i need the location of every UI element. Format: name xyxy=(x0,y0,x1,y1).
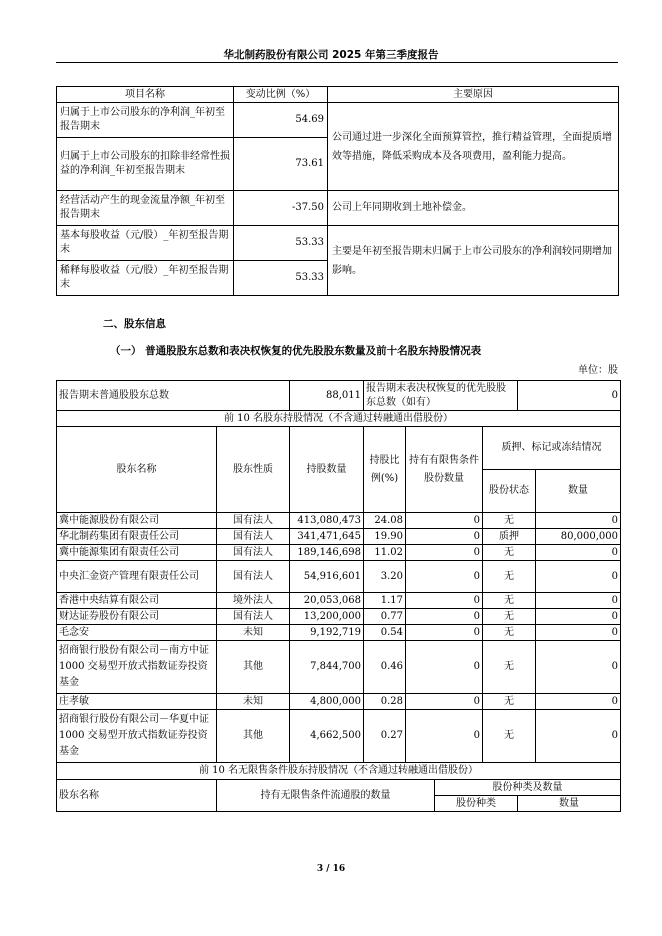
change-ratio: -37.50 xyxy=(234,191,328,226)
section-subtitle: （一） 普通股股东总数和表决权恢复的优先股股东数量及前十名股东持股情况表 xyxy=(110,345,482,357)
section-title: 二、股东信息 xyxy=(103,318,166,330)
shareholder-ratio: 0.54 xyxy=(364,625,406,641)
pledge-qty: 0 xyxy=(536,609,621,625)
shareholder-ratio: 0.77 xyxy=(364,609,406,625)
shareholder-ratio: 3.20 xyxy=(364,561,406,593)
pledge-status: 无 xyxy=(483,561,536,593)
pledge-status: 无 xyxy=(483,694,536,710)
pledge-status: 无 xyxy=(483,545,536,561)
col-header-reason: 主要原因 xyxy=(328,87,619,103)
pledge-status: 无 xyxy=(483,710,536,763)
u-col-header-type: 股份种类 xyxy=(435,796,518,812)
col-header-pledge-status: 股份状态 xyxy=(483,470,536,513)
shareholder-restricted: 0 xyxy=(406,625,483,641)
change-ratio: 53.33 xyxy=(234,226,328,261)
shareholder-shares: 189,146,698 xyxy=(290,545,364,561)
change-item: 归属于上市公司股东的扣除非经常性损益的净利润_年初至报告期末 xyxy=(57,138,234,191)
change-ratio: 53.33 xyxy=(234,261,328,296)
pledge-qty: 0 xyxy=(536,641,621,694)
shareholder-restricted: 0 xyxy=(406,641,483,694)
pledge-qty: 80,000,000 xyxy=(536,529,621,545)
u-col-header-type-group: 股份种类及数量 xyxy=(435,780,621,796)
total-shareholders-value: 88,011 xyxy=(290,381,364,411)
shareholder-shares: 54,916,601 xyxy=(290,561,364,593)
shareholder-name: 华北制药集团有限责任公司 xyxy=(57,529,217,545)
change-ratio: 73.61 xyxy=(234,138,328,191)
pledge-qty: 0 xyxy=(536,625,621,641)
shareholder-ratio: 1.17 xyxy=(364,593,406,609)
shareholder-ratio: 0.27 xyxy=(364,710,406,763)
change-item: 经营活动产生的现金流量净额_年初至报告期末 xyxy=(57,191,234,226)
page-header-title: 华北制药股份有限公司 2025 年第三季度报告 xyxy=(223,49,439,61)
shareholder-ratio: 19.90 xyxy=(364,529,406,545)
col-header-name: 股东名称 xyxy=(57,427,217,513)
shareholder-nature: 国有法人 xyxy=(217,529,290,545)
change-item: 归属于上市公司股东的净利润_年初至报告期末 xyxy=(57,103,234,138)
change-ratio-table xyxy=(56,86,619,296)
shareholder-shares: 4,800,000 xyxy=(290,694,364,710)
shareholder-shares: 4,662,500 xyxy=(290,710,364,763)
shareholder-nature: 其他 xyxy=(217,641,290,694)
page-number: 3 / 16 xyxy=(316,864,346,874)
col-header-ratio: 变动比例（%） xyxy=(234,87,328,103)
pledge-status: 无 xyxy=(483,609,536,625)
shareholder-name: 冀中能源股份有限公司 xyxy=(57,513,217,529)
shareholder-ratio: 24.08 xyxy=(364,513,406,529)
shareholder-nature: 国有法人 xyxy=(217,513,290,529)
pledge-status: 无 xyxy=(483,593,536,609)
shareholder-table xyxy=(56,380,621,812)
shareholder-nature: 国有法人 xyxy=(217,545,290,561)
shareholder-name: 冀中能源集团有限责任公司 xyxy=(57,545,217,561)
shareholder-restricted: 0 xyxy=(406,593,483,609)
shareholder-restricted: 0 xyxy=(406,545,483,561)
shareholder-shares: 341,471,645 xyxy=(290,529,364,545)
u-col-header-qty: 持有无限售条件流通股的数量 xyxy=(217,780,435,812)
shareholder-restricted: 0 xyxy=(406,529,483,545)
shareholder-name: 庄孝敏 xyxy=(57,694,217,710)
pledge-qty: 0 xyxy=(536,545,621,561)
shareholder-shares: 20,053,068 xyxy=(290,593,364,609)
shareholder-nature: 未知 xyxy=(217,625,290,641)
shareholder-name: 招商银行股份有限公司－南方中证 1000 交易型开放式指数证券投资基金 xyxy=(57,641,217,694)
change-reason: 公司上年同期收到土地补偿金。 xyxy=(328,191,619,226)
pledge-qty: 0 xyxy=(536,561,621,593)
top10-caption: 前 10 名股东持股情况（不含通过转融通出借股份） xyxy=(57,411,621,427)
pledge-qty: 0 xyxy=(536,710,621,763)
shareholder-name: 香港中央结算有限公司 xyxy=(57,593,217,609)
col-header-pledge-qty: 数量 xyxy=(536,470,621,513)
col-header-pledge: 质押、标记或冻结情况 xyxy=(483,427,621,470)
shareholder-shares: 13,200,000 xyxy=(290,609,364,625)
shareholder-nature: 其他 xyxy=(217,710,290,763)
unrestricted-caption: 前 10 名无限售条件股东持股情况（不含通过转融通出借股份） xyxy=(57,763,621,780)
change-ratio: 54.69 xyxy=(234,103,328,138)
header-divider xyxy=(56,62,618,63)
change-item: 基本每股收益（元/股）_年初至报告期末 xyxy=(57,226,234,261)
shareholder-nature: 国有法人 xyxy=(217,609,290,625)
change-item: 稀释每股收益（元/股）_年初至报告期末 xyxy=(57,261,234,296)
pledge-qty: 0 xyxy=(536,513,621,529)
shareholder-restricted: 0 xyxy=(406,561,483,593)
pledge-qty: 0 xyxy=(536,694,621,710)
col-header-ratio: 持股比例(%) xyxy=(364,427,406,513)
col-header-item: 项目名称 xyxy=(57,87,234,103)
pledge-status: 无 xyxy=(483,625,536,641)
preferred-shareholders-value: 0 xyxy=(518,381,621,411)
shareholder-restricted: 0 xyxy=(406,609,483,625)
pledge-status: 无 xyxy=(483,513,536,529)
shareholder-ratio: 0.46 xyxy=(364,641,406,694)
unit-label: 单位：股 xyxy=(578,365,618,376)
pledge-qty: 0 xyxy=(536,593,621,609)
shareholder-shares: 413,080,473 xyxy=(290,513,364,529)
shareholder-ratio: 11.02 xyxy=(364,545,406,561)
change-reason: 公司通过进一步深化全面预算管控，推行精益管理，全面提质增效等措施，降低采购成本及各项费用，盈利能力提高。 xyxy=(328,103,619,191)
total-shareholders-label: 报告期末普通股股东总数 xyxy=(57,381,290,411)
u-col-header-name: 股东名称 xyxy=(57,780,217,812)
shareholder-restricted: 0 xyxy=(406,694,483,710)
col-header-nature: 股东性质 xyxy=(217,427,290,513)
col-header-shares: 持股数量 xyxy=(290,427,364,513)
shareholder-name: 中央汇金资产管理有限责任公司 xyxy=(57,561,217,593)
shareholder-nature: 未知 xyxy=(217,694,290,710)
pledge-status: 无 xyxy=(483,641,536,694)
shareholder-name: 财达证券股份有限公司 xyxy=(57,609,217,625)
shareholder-shares: 7,844,700 xyxy=(290,641,364,694)
pledge-status: 质押 xyxy=(483,529,536,545)
shareholder-nature: 国有法人 xyxy=(217,561,290,593)
shareholder-restricted: 0 xyxy=(406,710,483,763)
col-header-restricted: 持有有限售条件股份数量 xyxy=(406,427,483,513)
shareholder-nature: 境外法人 xyxy=(217,593,290,609)
shareholder-name: 招商银行股份有限公司－华夏中证 1000 交易型开放式指数证券投资基金 xyxy=(57,710,217,763)
shareholder-restricted: 0 xyxy=(406,513,483,529)
shareholder-ratio: 0.28 xyxy=(364,694,406,710)
preferred-shareholders-label: 报告期末表决权恢复的优先股股东总数（如有） xyxy=(364,381,518,411)
shareholder-shares: 9,192,719 xyxy=(290,625,364,641)
change-reason: 主要是年初至报告期末归属于上市公司股东的净利润较同期增加影响。 xyxy=(328,226,619,296)
u-col-header-amount: 数量 xyxy=(518,796,621,812)
shareholder-name: 毛念安 xyxy=(57,625,217,641)
